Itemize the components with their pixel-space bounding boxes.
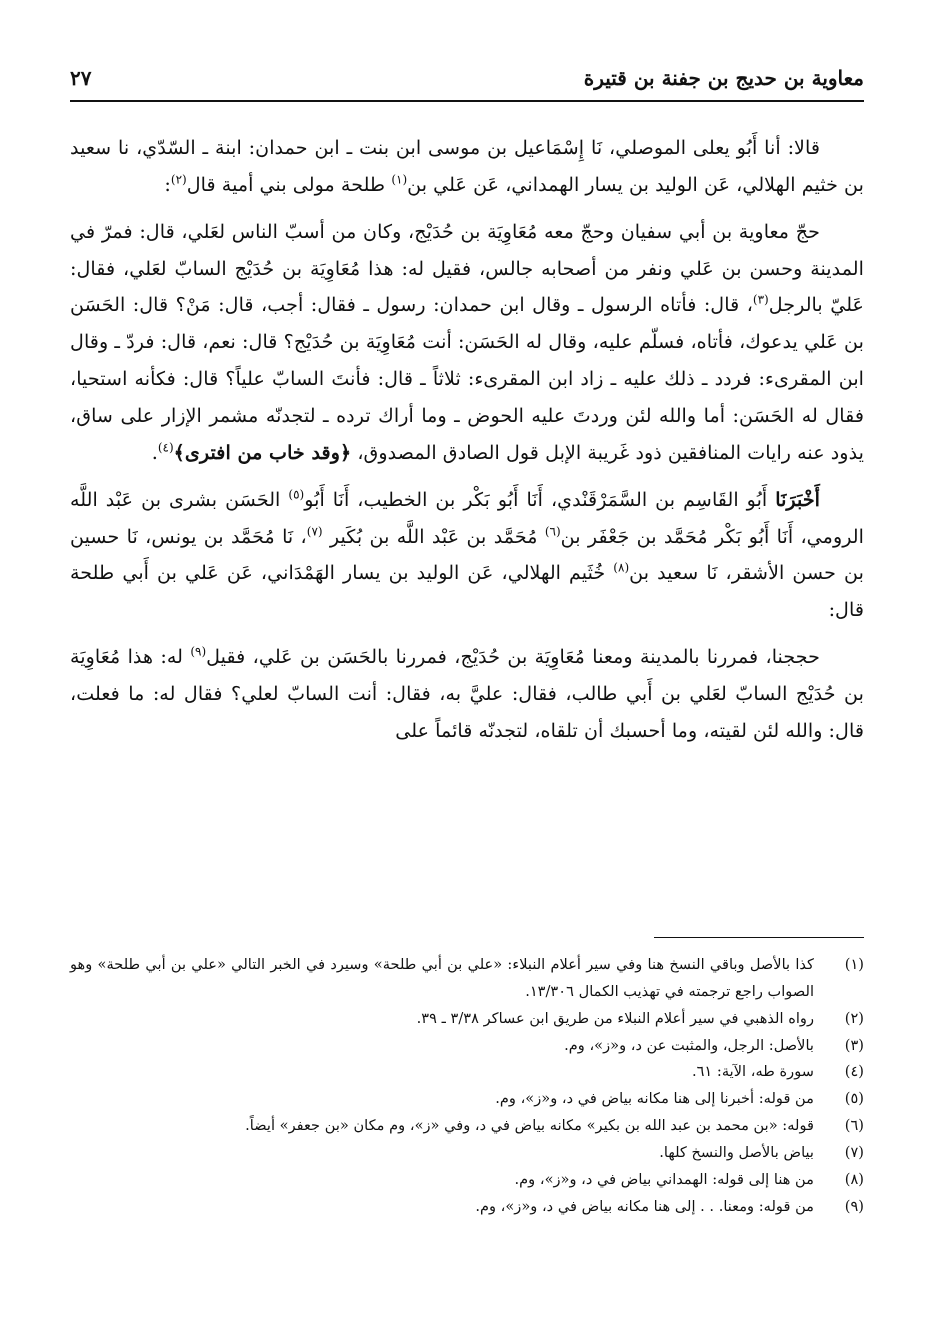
text-run: حججنا، فمررنا بالمدينة ومعنا مُعَاوِيَة بن حُدَيْج، فمررنا بالحَسَن بن عَلي، فقيل [206, 645, 820, 669]
footnote-item [70, 1140, 864, 1167]
page-header [70, 58, 864, 98]
footnote-text: رواه الذهبي في سير أعلام النبلاء من طريق ابن عساكر ٣/٣٨ ـ ٣٩. [416, 1009, 814, 1027]
footnote-number: (١) [844, 956, 864, 973]
text-run: خُثَيم الهلالي، عَن الوليد بن يسار الهَمْدَاني، عَن عَلي بن أَبي طلحة قال: [70, 561, 864, 622]
footnote-ref-8: (٨) [613, 561, 630, 576]
footnote-number: (٨) [844, 1170, 864, 1188]
text-run: مُحَمَّد بن عَبْد اللَّه بن بُكَير [322, 524, 545, 548]
footnote-item [70, 1194, 864, 1221]
paragraph-4 [70, 639, 864, 750]
footnote-item [70, 1006, 864, 1033]
text-run: قالا: أنا أَبُو يعلى الموصلي، نَا إِسْمَاعيل بن موسى ابن بنت ـ ابن حمدان: ابنة ـ السّدّي، نا سعيد بن خثيم الهلالي، عَن الوليد بن يسار الهمداني، عَن عَلي بن [70, 136, 864, 196]
text-run: . [151, 440, 158, 464]
main-text [70, 130, 864, 760]
footnote-ref-4: (٤) [157, 440, 174, 455]
text-run: ، قال: فأتاه الرسول ـ وقال ابن حمدان: رسول ـ فقال: أجب، قال: مَنْ؟ قال: الحَسَن بن عَلي يدعوك، فأتاه، فسلّم عليه، وقال له الحَسَن: أنت مُعَاوِيَة بن حُدَيْج؟ قال: نعم، قال: فردّ ـ وقال ابن المقرىء: فردد ـ ذلك عليه ـ زاد ابن المقرىء: ثلاثاً ـ قال: فأنتَ السابّ علياً؟ قال: فكأنه استحيا، فقال له الحَسَن: أما والله لئن وردتَ عليه الحوض ـ وما أراك ترده ـ لتجدنّه مشمر الإزار على ساق، يذود عنه رايات المنافقين ذود غَريبة الإبل قول الصادق المصدوق، [70, 293, 864, 464]
footnote-item [70, 1167, 864, 1194]
footnote-ref-2: (٢) [170, 172, 187, 187]
footnote-number: (٤) [844, 1063, 864, 1081]
footnote-ref-9: (٩) [190, 644, 207, 659]
footnote-ref-7: (٧) [306, 524, 323, 539]
running-title: معاوية بن حديج بن جفنة بن قتيرة [583, 66, 864, 90]
text-run: : [164, 172, 171, 196]
footnote-ref-1: (١) [391, 172, 408, 187]
footnote-ref-6: (٦) [544, 524, 561, 539]
text-run: له: هذا مُعَاوِيَة بن حُدَيْج السابّ لعَلي بن أَبي طالب، فقال: عليَّ به، فقال: أنت السابّ لعلي؟ فقال له: ما فعلت، قال: والله لئن لقيته، وما أحسبك أن تلقاه، لتجدنّه قائماً على [70, 645, 864, 742]
akhbarana-keyword: أَخْبَرَنَا [775, 487, 821, 511]
page-number: ٢٧ [70, 66, 92, 90]
footnote-separator [654, 937, 864, 938]
footnote-number: (٥) [844, 1090, 864, 1108]
footnote-text: من هنا إلى قوله: الهمداني بياض في د، و«ز»، وم. [514, 1170, 814, 1188]
text-run: الحَسَن بشرى بن عَبْد اللَّه الرومي، أَنَا أَبُو بَكْر مُحَمَّد بن جَعْفَر بن [70, 487, 864, 548]
footnote-text: من قوله: ومعنا. . . إلى هنا مكانه بياض في د، و«ز»، وم. [475, 1197, 814, 1215]
footnote-number: (٩) [844, 1197, 864, 1215]
footnote-number: (٧) [844, 1143, 864, 1161]
footnote-text: من قوله: أخبرنا إلى هنا مكانه بياض في د، و«ز»، وم. [495, 1090, 814, 1108]
footnote-number: (٣) [844, 1036, 864, 1054]
footnote-text: بالأصل: الرجل، والمثبت عن د، و«ز»، وم. [564, 1036, 814, 1054]
footnote-item [70, 1059, 864, 1086]
footnote-ref-3: (٣) [752, 293, 769, 308]
footnote-number: (٦) [844, 1117, 864, 1135]
footnote-item [70, 952, 864, 1006]
text-run: ، نَا مُحَمَّد بن يونس، نَا حسين بن حسن الأشقر، نَا سعيد بن [70, 524, 864, 585]
quran-verse: ﴿وقد خاب من افترى﴾ [173, 440, 352, 464]
paragraph-3 [70, 482, 864, 629]
paragraph-1 [70, 130, 864, 204]
footnote-text: كذا بالأصل وباقي النسخ هنا وفي سير أعلام النبلاء: «علي بن أبي طلحة» وسيرد في الخبر التالي «علي بن أبي طلحة» وهو الصواب راجع ترجمته في تهذيب الكمال ١٣/٣٠٦. [70, 956, 814, 1000]
footnote-text: بياض بالأصل والنسخ كلها. [659, 1143, 814, 1161]
paragraph-2 [70, 214, 864, 472]
footnote-item [70, 1113, 864, 1140]
footnote-number: (٢) [844, 1009, 864, 1027]
footnote-text: قوله: «بن محمد بن عبد الله بن بكير» مكانه بياض في د، وفي «ز»، وم مكان «بن جعفر» أيضاً. [245, 1117, 814, 1135]
footnote-ref-5: (٥) [288, 487, 305, 502]
text-run: أَبُو القَاسِم بن السَّمَرْقَنْدي، أَنَا أَبُو بَكْر بن الخطيب، أَنَا أَبُو [304, 487, 776, 511]
footnote-item [70, 1033, 864, 1060]
header-rule [70, 100, 864, 102]
text-run: طلحة مولى بني أمية قال [186, 172, 392, 196]
footnote-text: سورة طه، الآية: ٦١. [691, 1063, 814, 1081]
footnotes [70, 952, 864, 1220]
footnote-item [70, 1086, 864, 1113]
text-run: حجّ معاوية بن أبي سفيان وحجّ معه مُعَاوِيَة بن حُدَيْج، وكان من أسبّ الناس لعَلي، قال: فمرّ في المدينة وحسن بن عَلي ونفر من أصحابه جالس، فقيل له: هذا مُعَاوِيَة بن حُدَيْج السابّ لعَلي، فقال: عَليّ بالرجل [70, 219, 865, 317]
